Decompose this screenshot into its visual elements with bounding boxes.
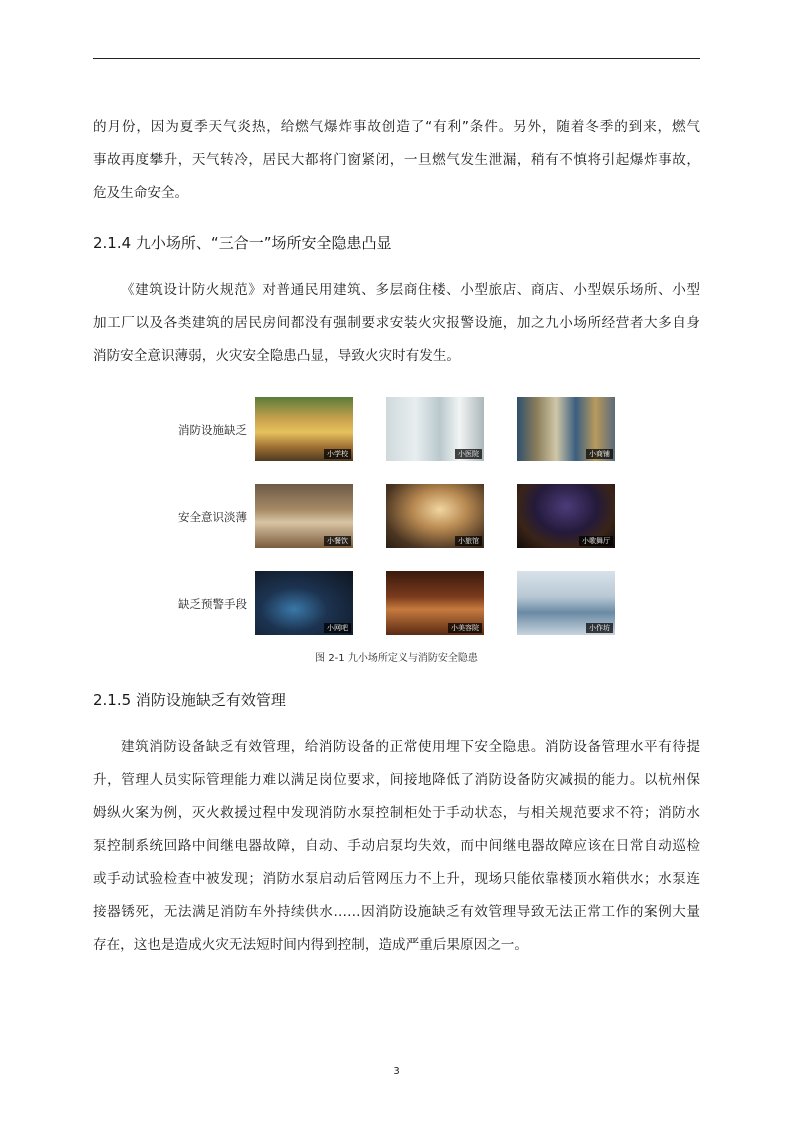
figure-row-label: 缺乏预警手段 [178, 597, 247, 611]
section-heading-2-1-4: 2.1.4 九小场所、“三合一”场所安全隐患凸显 [93, 234, 392, 252]
text-line: 事故再度攀升，天气转冷，居民大都将门窗紧闭，一旦燃气发生泄漏，稍有不慎将引起爆炸事故， [93, 152, 700, 168]
text-line: 泵控制系统回路中间继电器故障，自动、手动启泵均失效，而中间继电器故障应该在日常自动巡检 [93, 838, 700, 854]
photo-tag: 小美容院 [448, 623, 482, 633]
text-line: 加工厂以及各类建筑的居民房间都没有强制要求安装火灾报警设施，加之九小场所经营者大多自身 [93, 315, 700, 331]
photo-small-shop [517, 397, 615, 461]
text-line: 消防安全意识薄弱，火灾安全隐患凸显，导致火灾时有发生。 [93, 348, 461, 364]
photo-small-hotel [386, 484, 484, 548]
photo-small-hospital [386, 397, 484, 461]
photo-small-internet-cafe [255, 571, 353, 635]
photo-tag: 小学校 [324, 449, 351, 459]
page-number: 3 [393, 1066, 400, 1077]
text-line: 《建筑设计防火规范》对普通民用建筑、多层商住楼、小型旅店、商店、小型娱乐场所、小型 [121, 282, 700, 298]
photo-tag: 小网吧 [324, 623, 351, 633]
photo-small-karaoke [517, 484, 615, 548]
text-line: 姆纵火案为例，灭火救援过程中发现消防水泵控制柜处于手动状态，与相关规范要求不符；消防水 [93, 805, 700, 821]
paragraph-gas-accidents [93, 111, 700, 210]
photo-tag: 小作坊 [586, 623, 613, 633]
text-line: 危及生命安全。 [93, 185, 189, 201]
paragraph-equipment-management [93, 731, 700, 962]
photo-tag: 小歌舞厅 [579, 536, 613, 546]
text-line: 升，管理人员实际管理能力难以满足岗位要求，间接地降低了消防设备防灾减损的能力。以杭州保 [93, 772, 700, 788]
photo-tag: 小医院 [455, 449, 482, 459]
paragraph-nine-small-venues [93, 274, 700, 373]
photo-small-restaurant [255, 484, 353, 548]
section-heading-2-1-5: 2.1.5 消防设施缺乏有效管理 [93, 691, 286, 709]
text-line: 建筑消防设备缺乏有效管理，给消防设备的正常使用埋下安全隐患。消防设备管理水平有待提 [121, 739, 700, 755]
photo-small-beauty-salon [386, 571, 484, 635]
figure-row-label: 消防设施缺乏 [178, 423, 247, 437]
photo-tag: 小餐饮 [324, 536, 351, 546]
figure-row-label: 安全意识淡薄 [178, 510, 247, 524]
header-rule [93, 58, 700, 59]
figure-caption: 图 2-1 九小场所定义与消防安全隐患 [315, 653, 478, 664]
text-line: 存在，这也是造成火灾无法短时间内得到控制，造成严重后果原因之一。 [93, 937, 528, 953]
text-line: 的月份，因为夏季天气炎热，给燃气爆炸事故创造了“有利”条件。另外，随着冬季的到来，燃气 [93, 119, 700, 135]
photo-small-school [255, 397, 353, 461]
photo-tag: 小商铺 [586, 449, 613, 459]
photo-small-workshop [517, 571, 615, 635]
photo-tag: 小旅馆 [455, 536, 482, 546]
text-line: 接器锈死，无法满足消防车外持续供水……因消防设施缺乏有效管理导致无法正常工作的案例大量 [93, 904, 700, 920]
text-line: 或手动试验检查中被发现；消防水泵启动后管网压力不上升，现场只能依靠楼顶水箱供水；水泵连 [93, 871, 700, 887]
